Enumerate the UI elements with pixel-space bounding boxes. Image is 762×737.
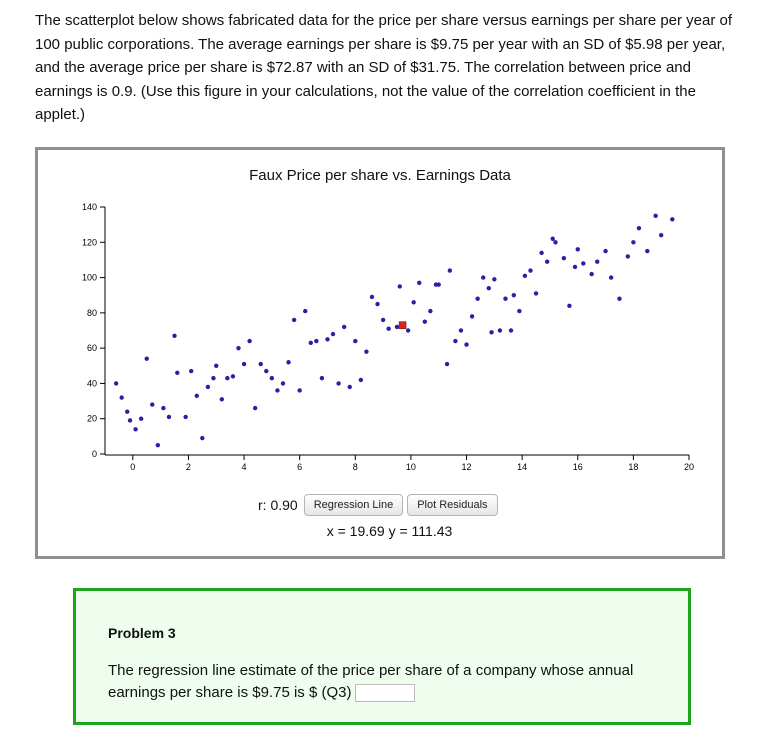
data-point [325,337,329,341]
y-tick-label: 20 [86,413,97,424]
x-tick-label: 10 [405,462,416,472]
data-point [242,362,246,366]
data-point [359,378,363,382]
data-point [437,282,441,286]
data-point [406,328,410,332]
data-point [670,217,674,221]
data-point [200,436,204,440]
data-point [211,376,215,380]
data-point [428,309,432,313]
data-point [631,240,635,244]
data-point [139,417,143,421]
data-point [453,339,457,343]
answer-input[interactable] [355,684,415,702]
data-point [517,309,521,313]
data-point [206,385,210,389]
problem-box [73,588,691,725]
problem-question: The regression line estimate of the price per share of a company whose annual earnings per share is $9.75 is $ (Q3) [108,662,634,701]
x-tick-label: 8 [352,462,358,472]
data-point [551,237,555,241]
y-tick-label: 100 [81,272,97,283]
data-point [370,295,374,299]
regression-line-button[interactable]: Regression Line [304,494,404,516]
data-point [314,339,318,343]
data-point [573,265,577,269]
data-point [395,325,399,329]
data-point [236,346,240,350]
data-point [375,302,379,306]
data-point [125,409,129,413]
data-point [523,274,527,278]
data-point [183,415,187,419]
data-point [653,214,657,218]
y-tick-label: 140 [81,202,97,212]
intro-paragraph: The scatterplot below shows fabricated data for the price per share versus earnings per share per year of 100 public corporations. The average earnings per share is $9.75 per year with an SD of $5.98 per year, and the average price per share is $72.87 with an SD of $31.75. The correlation between price and earnings is 0.9. (Use this figure in your calculations, not the value of the correlation coefficient in the applet.) [35,12,733,123]
data-point [498,328,502,332]
problem-text [108,660,668,704]
data-point [281,381,285,385]
data-point [470,314,474,318]
data-point [659,233,663,237]
data-point [270,376,274,380]
data-point [528,268,532,272]
data-point [175,371,179,375]
data-point [150,402,154,406]
data-point [581,261,585,265]
data-point [398,284,402,288]
coordinate-readout: x = 19.69 y = 111.43 [326,523,453,539]
y-tick-label: 60 [86,343,97,354]
data-point [512,293,516,297]
data-point [259,362,263,366]
data-point [320,376,324,380]
data-point [156,443,160,447]
x-tick-label: 20 [683,462,695,472]
data-point [220,397,224,401]
chart-title: Faux Price per share vs. Earnings Data [249,167,511,184]
data-point [576,247,580,251]
data-point [386,327,390,331]
data-point [595,259,599,263]
data-point [353,339,357,343]
data-point [487,286,491,290]
y-tick-label: 40 [86,378,97,389]
x-tick-label: 16 [572,462,583,472]
data-point [617,297,621,301]
data-point [309,341,313,345]
data-point [423,319,427,323]
x-tick-label: 6 [297,462,303,472]
data-point [128,418,132,422]
data-point [609,275,613,279]
data-point [297,388,301,392]
data-point [342,325,346,329]
x-tick-label: 0 [130,462,136,472]
data-point [381,318,385,322]
data-point [459,328,463,332]
data-point [286,360,290,364]
data-point [303,309,307,313]
x-tick-label: 2 [185,462,191,472]
data-point [417,281,421,285]
data-point [534,291,538,295]
data-point [292,318,296,322]
data-point [172,334,176,338]
y-tick-label: 80 [86,307,97,318]
data-point [167,415,171,419]
data-point [492,277,496,281]
data-point [119,395,123,399]
data-point [445,362,449,366]
data-point [275,388,279,392]
data-point [331,332,335,336]
applet-controls [258,494,498,516]
x-tick-label: 14 [517,462,528,472]
data-point [264,369,268,373]
data-point [509,328,513,332]
data-point [161,406,165,410]
y-tick-label: 120 [81,237,97,248]
plot-residuals-button[interactable]: Plot Residuals [407,494,497,516]
data-point [589,272,593,276]
data-point [145,357,149,361]
data-point [539,251,543,255]
data-point [225,376,229,380]
data-point [411,300,415,304]
scatterplot-applet [35,147,725,559]
data-point [637,226,641,230]
data-point [348,385,352,389]
data-point [503,297,507,301]
data-point [189,369,193,373]
data-point [133,427,137,431]
data-point [364,349,368,353]
data-point [336,381,340,385]
data-point [567,304,571,308]
data-point [475,297,479,301]
x-tick-label: 4 [241,462,247,472]
data-point [645,249,649,253]
data-point [247,339,251,343]
data-point [448,268,452,272]
correlation-readout: r: 0.90 [258,497,298,513]
data-point [253,406,257,410]
data-point [626,254,630,258]
x-tick-label: 18 [628,462,639,472]
data-point [464,342,468,346]
data-point [545,259,549,263]
data-point [214,364,218,368]
data-point [195,394,199,398]
x-tick-label: 12 [461,462,472,472]
data-point [603,249,607,253]
data-point [553,240,557,244]
data-point [231,374,235,378]
scatterplot[interactable] [38,150,722,480]
y-tick-label: 0 [91,449,97,459]
data-point [481,275,485,279]
selected-point-marker [399,322,406,329]
problem-title: Problem 3 [108,625,176,641]
data-point [562,256,566,260]
data-point [114,381,118,385]
data-point [489,330,493,334]
